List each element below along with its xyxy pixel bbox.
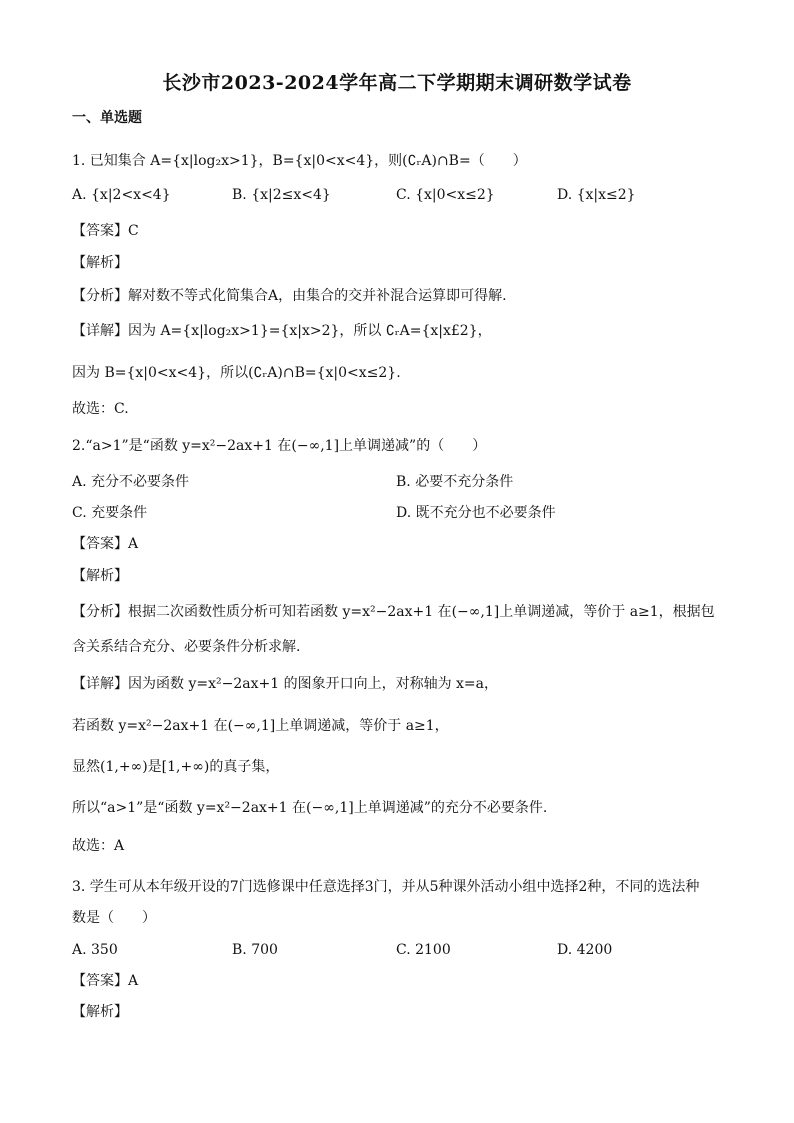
q2-detail-3: 显然(1,+∞)是[1,+∞)的真子集， bbox=[72, 759, 280, 775]
q1-choose: 故选：C. bbox=[72, 401, 129, 417]
q1-option-d: D. {x|x≤2} bbox=[557, 187, 636, 203]
section-heading: 一、单选题 bbox=[72, 110, 142, 126]
q1-option-a: A. {x|2<x<4} bbox=[72, 187, 171, 203]
q2-answer: 【答案】A bbox=[72, 536, 139, 552]
q3-stem-1: 3. 学生可从本年级开设的7门选修课中任意选择3门，并从5种课外活动小组中选择2种，不同的选法种 bbox=[72, 879, 700, 895]
q1-fenxi: 【分析】解对数不等式化简集合A，由集合的交并补混合运算即可得解. bbox=[72, 288, 507, 304]
q3-option-b: B. 700 bbox=[232, 942, 278, 958]
q3-analysis-tag: 【解析】 bbox=[72, 1004, 128, 1020]
q1-detail-2: 因为 B={x|0<x<4}，所以(∁ᵣA)∩B={x|0<x≤2}. bbox=[72, 365, 401, 381]
q3-option-a: A. 350 bbox=[72, 942, 118, 958]
q2-option-b: B. 必要不充分条件 bbox=[396, 474, 514, 490]
q1-stem: 1. 已知集合 A={x|log₂x>1}，B={x|0<x<4}，则(∁ᵣA)∩B=（ ） bbox=[72, 153, 527, 169]
q2-choose: 故选：A bbox=[72, 838, 125, 854]
q3-option-d: D. 4200 bbox=[557, 942, 613, 958]
q1-answer: 【答案】C bbox=[72, 223, 139, 239]
q1-option-b: B. {x|2≤x<4} bbox=[232, 187, 331, 203]
q2-detail-1: 【详解】因为函数 y=x²−2ax+1 的图象开口向上，对称轴为 x=a， bbox=[72, 676, 498, 692]
q2-fenxi-2: 含关系结合充分、必要条件分析求解. bbox=[72, 639, 301, 655]
q3-answer: 【答案】A bbox=[72, 973, 139, 989]
q2-option-a: A. 充分不必要条件 bbox=[72, 474, 190, 490]
page-title: 长沙市2023-2024学年高二下学期期末调研数学试卷 bbox=[162, 72, 632, 94]
q1-analysis-tag: 【解析】 bbox=[72, 255, 128, 271]
q2-analysis-tag: 【解析】 bbox=[72, 568, 128, 584]
q3-stem-2: 数是（ ） bbox=[72, 910, 156, 926]
q2-stem: 2.“a>1”是“函数 y=x²−2ax+1 在(−∞,1]上单调递减”的（ ） bbox=[72, 438, 487, 454]
q2-fenxi-1: 【分析】根据二次函数性质分析可知若函数 y=x²−2ax+1 在(−∞,1]上单调递减，等价于 a≥1，根据包 bbox=[72, 604, 715, 620]
q3-option-c: C. 2100 bbox=[396, 942, 451, 958]
q1-option-c: C. {x|0<x≤2} bbox=[396, 187, 495, 203]
q2-option-c: C. 充要条件 bbox=[72, 505, 148, 521]
q2-detail-2: 若函数 y=x²−2ax+1 在(−∞,1]上单调递减，等价于 a≥1， bbox=[72, 718, 449, 734]
q1-detail-1: 【详解】因为 A={x|log₂x>1}={x|x>2}，所以 ∁ᵣA={x|x£2}， bbox=[72, 323, 492, 339]
q2-detail-4: 所以“a>1”是“函数 y=x²−2ax+1 在(−∞,1]上单调递减”的充分不必要条件. bbox=[72, 800, 548, 816]
q2-option-d: D. 既不充分也不必要条件 bbox=[396, 505, 556, 521]
